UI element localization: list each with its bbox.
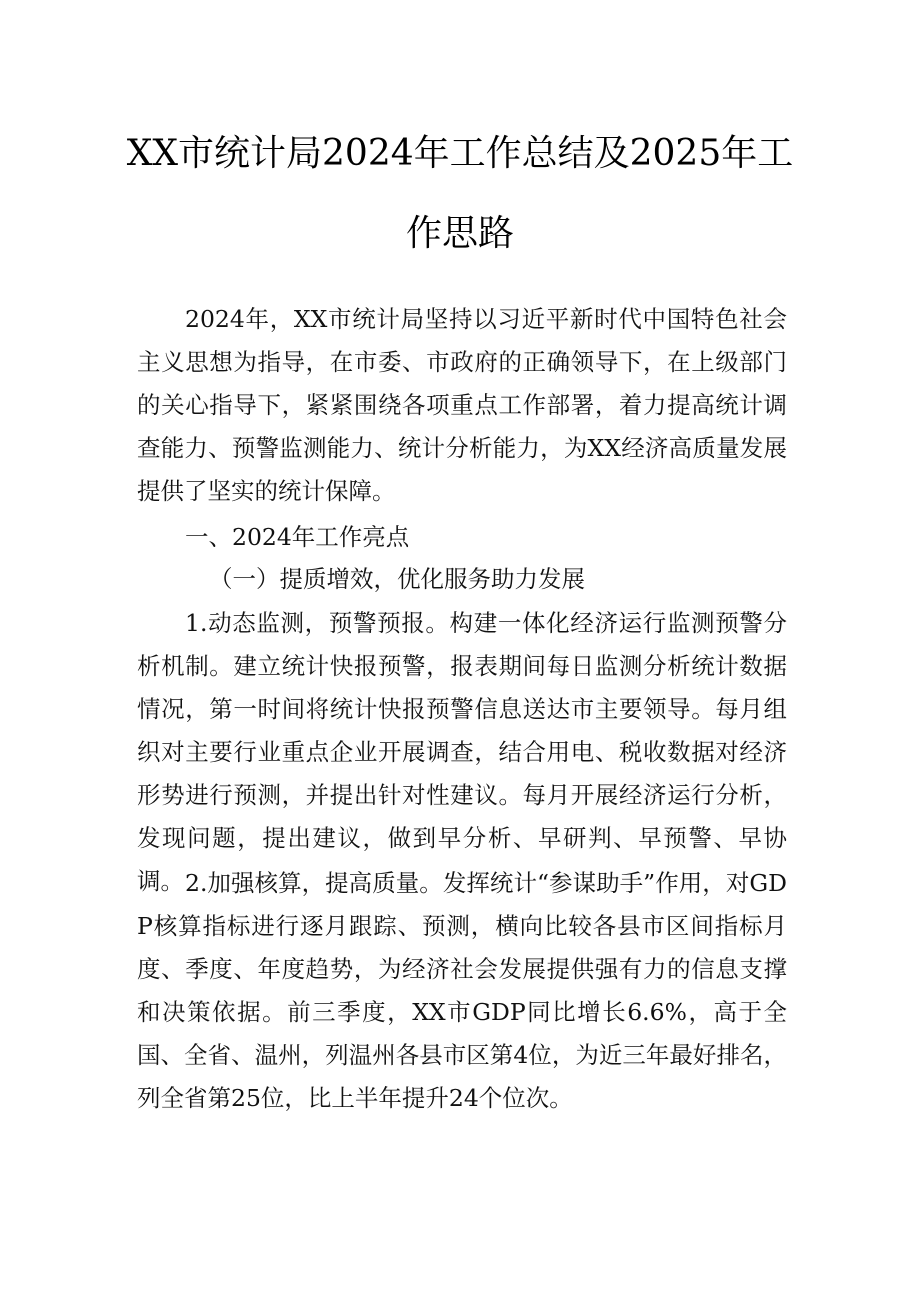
document-title-line-1: XX市统计局2024年工作总结及2025年工 [126, 133, 794, 174]
item-paragraph-2: 2.加强核算，提高质量。发挥统计“参谋助手”作用，对GDP核算指标进行逐月跟踪、预测，横向比较各县市区间指标月度、季度、年度趋势，为经济社会发展提供强有力的信息支撑和决策依据。前三季度，XX市GDP同比增长6.6%，高于全国、全省、温州，列温州各县市区第4位，为近三年最好排名，列全省第25位，比上半年提升24个位次。 [137, 869, 787, 1112]
intro-paragraph: 2024年，XX市统计局坚持以习近平新时代中国特色社会主义思想为指导，在市委、市政府的正确领导下，在上级部门的关心指导下，紧紧围绕各项重点工作部署，着力提高统计调查能力、预警监测能力、统计分析能力，为XX经济高质量发展提供了坚实的统计保障。 [137, 305, 787, 505]
section-heading: 一、2024年工作亮点 [185, 523, 410, 551]
item-paragraph-1: 1.动态监测，预警预报。构建一体化经济运行监测预警分析机制。建立统计快报预警，报表期间每日监测分析统计数据情况，第一时间将统计快报预警信息送达市主要领导。每月组织对主要行业重点企业开展调查，结合用电、税收数据对经济形势进行预测，并提出针对性建议。每月开展经济运行分析，发现问题，提出建议，做到早分析、早研判、早预警、早协调。 [137, 609, 787, 895]
document-title-line-2: 作思路 [405, 213, 514, 254]
subsection-heading: （一）提质增效，优化服务助力发展 [209, 565, 585, 593]
